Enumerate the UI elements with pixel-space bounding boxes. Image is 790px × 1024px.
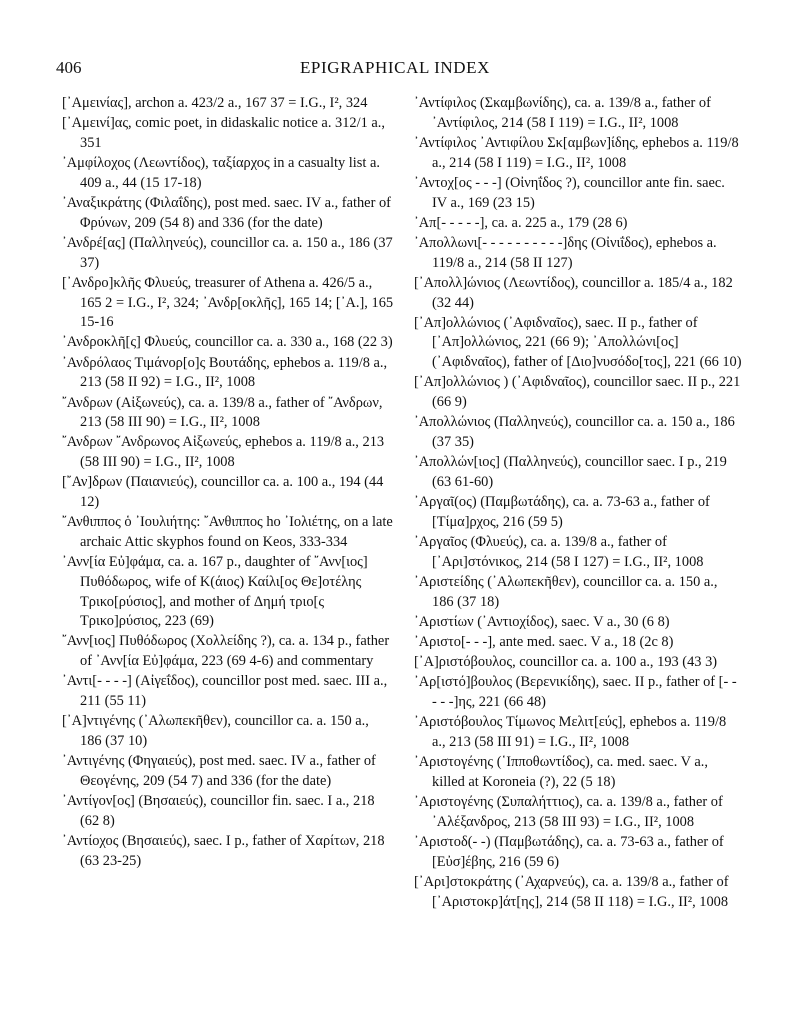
index-entry: ᾿Απολλωνι[- - - - - - - - - -]δης (Οἰνιΐδος), ephebos a. 119/8 a., 214 (58 II 127) <box>414 234 717 271</box>
index-entry: ᾿Αριστίων (᾿Αντιοχίδος), saec. V a., 30 (6 8) <box>414 613 670 630</box>
index-entry: [᾿Αμεινί]ας, comic poet, in didaskalic notice a. 312/1 a., 351 <box>62 115 385 151</box>
index-entry: ῎Ανν[ιος] Πυθόδωρος (Χολλείδης ?), ca. a. 134 p., father of ᾿Ανν[ία Εὐ]φάμα, 223 (69 4-6) and commentary <box>62 633 390 670</box>
index-entry: ᾿Ανν[ία Εὐ]φάμα, ca. a. 167 p., daughter of ῎Ανν[ιος] Πυθόδωρος, wife of Κ(άιος) Καίλι[ος Θε]οτέλης Τρικο[ρύσιος], and mother of Δημή τριο[ς Τρικο]ρύσιος, 223 (69) <box>62 554 368 630</box>
index-entry: ᾿Αριστοδ(- -) (Παμβωτάδης), ca. a. 73-63 a., father of [Εὐσ]έβης, 216 (59 6) <box>414 834 724 870</box>
index-entry: [᾿Απ]ολλώνιος (᾿Αφιδναῖος), saec. II p., father of [᾿Απ]ολλώνιος, 221 (66 9); ᾿Απολλώνι[ος] (᾿Αφιδναῖος), father of [Διο]νυσόδο[τος], 221 (66 10) <box>414 314 742 371</box>
right-column <box>414 94 742 913</box>
index-entry: ᾿Αντίφιλος ᾿Αντιφίλου Σκ[αμβων]ίδης, ephebos a. 119/8 a., 214 (58 I 119) = I.G., II², 1008 <box>414 134 739 171</box>
index-entry: [᾿Απολλ]ώνιος (Λεωντίδος), councillor a. 185/4 a., 182 (32 44) <box>414 274 733 311</box>
index-entry: ᾿Αντίοχος (Βησαιεύς), saec. I p., father of Χαρίτων, 218 (63 23-25) <box>62 833 385 869</box>
index-entry: ᾿Αρ[ιστό]βουλος (Βερενικίδης), saec. II p., father of [- - - - -]ης, 221 (66 48) <box>414 674 737 711</box>
index-entry: ᾿Αντιγένης (Φηγαιεύς), post med. saec. IV a., father of Θεογένης, 209 (54 7) and 336 (for the date) <box>62 753 376 789</box>
page-number: 406 <box>56 58 82 77</box>
left-column <box>62 94 394 872</box>
index-entry: ᾿Ανδροκλῆ[ς] Φλυεύς, councillor ca. a. 330 a., 168 (22 3) <box>62 334 393 351</box>
index-entry: [᾿Ανδρο]κλῆς Φλυεύς, treasurer of Athena a. 426/5 a., 165 2 = I.G., I², 324; ᾿Ανδρ[οκλῆς], 165 14; [᾿Α.], 165 15-16 <box>62 274 394 331</box>
index-entry: [᾿Αμεινίας], archon a. 423/2 a., 167 37 = I.G., I², 324 <box>62 95 368 111</box>
index-entry: [᾿Απ]ολλώνιος ) (᾿Αφιδναῖος), councillor saec. II p., 221 (66 9) <box>414 374 741 411</box>
index-entry: ᾿Αντι[- - - -] (Αἰγεΐδος), councillor post med. saec. III a., 211 (55 11) <box>62 673 388 710</box>
index-entry: ᾿Αριστογένης (῾Ιπποθωντίδος), ca. med. saec. V a., killed at Koroneia (?), 22 (5 18) <box>414 754 708 790</box>
index-entry: ᾿Απ[- - - - -], ca. a. 225 a., 179 (28 6) <box>414 214 628 231</box>
index-entry: ᾿Αριστείδης (᾿Αλωπεκῆθεν), councillor ca. a. 150 a., 186 (37 18) <box>414 573 718 610</box>
index-entry: [᾿Α]ριστόβουλος, councillor ca. a. 100 a., 193 (43 3) <box>414 654 718 671</box>
index-entry: ῎Ανδρων ῎Ανδρωνος Αἰξωνεύς, ephebos a. 119/8 a., 213 (58 III 90) = I.G., II², 1008 <box>62 434 385 471</box>
index-entry: ᾿Αντίγον[ος] (Βησαιεύς), councillor fin. saec. I a., 218 (62 8) <box>62 793 375 829</box>
index-entry: [῎Αν]δρων (Παιανιεύς), councillor ca. a. 100 a., 194 (44 12) <box>62 474 384 511</box>
index-entry: ᾿Αριστόβουλος Τίμωνος Μελιτ[εύς], ephebos a. 119/8 a., 213 (58 III 91) = I.G., II², 1008 <box>414 714 727 750</box>
page-header <box>56 58 734 82</box>
index-entry: ᾿Αντίφιλος (Σκαμβωνίδης), ca. a. 139/8 a., father of ᾿Αντίφιλος, 214 (58 I 119) = I.G., II², 1008 <box>414 95 711 131</box>
index-entry: [᾿Αρι]στοκράτης (᾿Αχαρνεύς), ca. a. 139/8 a., father of [᾿Αριστοκρ]άτ[ης], 214 (58 II 118) = I.G., II², 1008 <box>414 873 729 910</box>
index-entry: ᾿Αναξικράτης (Φιλαΐδης), post med. saec. IV a., father of Φρύνων, 209 (54 8) and 336 (for the date) <box>62 195 391 231</box>
index-entry: ᾿Ανδρέ[ας] (Παλληνεύς), councillor ca. a. 150 a., 186 (37 37) <box>62 234 393 271</box>
index-entry: ῎Ανθιππος ὁ ᾿Ιουλιήτης: ῎Ανθιππος ho ᾿Ιολιέτης, on a late archaic Attic skyphos found on Keos, 333-334 <box>62 514 393 550</box>
index-entry: ῎Ανδρων (Αἰξωνεύς), ca. a. 139/8 a., father of ῎Ανδρων, 213 (58 III 90) = I.G., II², 1008 <box>62 394 383 431</box>
index-entry: ᾿Αριστο[- - -], ante med. saec. V a., 18 (2c 8) <box>414 633 674 650</box>
index-entry: [᾿Α]ντιγένης (᾿Αλωπεκῆθεν), councillor ca. a. 150 a., 186 (37 10) <box>62 713 369 749</box>
index-entry: ᾿Αριστογένης (Συπαλήττιος), ca. a. 139/8 a., father of ᾿Αλέξανδρος, 213 (58 III 93) = I.G., II², 1008 <box>414 794 723 830</box>
running-title: EPIGRAPHICAL INDEX <box>299 58 491 77</box>
index-entry: ᾿Αργαῖος (Φλυεύς), ca. a. 139/8 a., father of [᾿Αρι]στόνικος, 214 (58 I 127) = I.G., II², 1008 <box>414 533 704 570</box>
index-entry: ᾿Απολλών[ιος] (Παλληνεύς), councillor saec. I p., 219 (63 61-60) <box>414 454 727 490</box>
index-entry: ᾿Απολλώνιος (Παλληνεύς), councillor ca. a. 150 a., 186 (37 35) <box>414 414 735 450</box>
index-entry: ᾿Αργαῖ(ος) (Παμβωτάδης), ca. a. 73-63 a., father of [Τίμα]ρχος, 216 (59 5) <box>414 494 710 530</box>
index-entry: ᾿Αμφίλοχος (Λεωντίδος), ταξίαρχος in a casualty list a. 409 a., 44 (15 17-18) <box>62 155 380 191</box>
index-entry: ᾿Αντοχ[ος - - -] (Οἰνηΐδος ?), councillor ante fin. saec. IV a., 169 (23 15) <box>414 174 725 211</box>
index-entry: ᾿Ανδρόλαος Τιμάνορ[ο]ς Βουτάδης, ephebos a. 119/8 a., 213 (58 II 92) = I.G., II², 1008 <box>62 354 388 391</box>
